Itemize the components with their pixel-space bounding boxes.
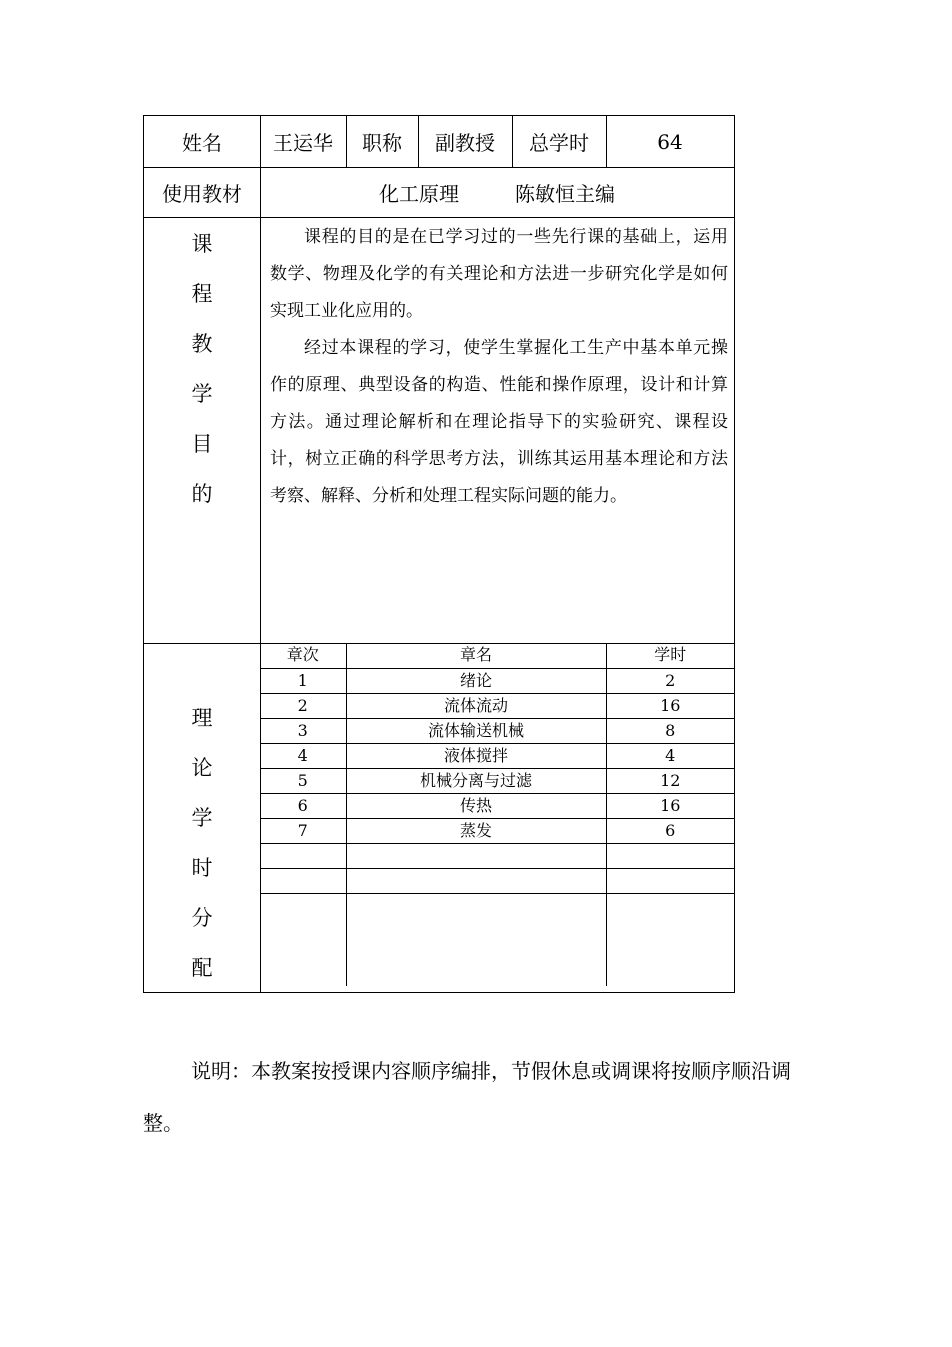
purpose-label-char: 教 — [191, 332, 213, 356]
column-divider — [512, 116, 513, 167]
textbook-name: 化工原理 — [379, 181, 459, 206]
chapter-hours: 4 — [606, 743, 734, 768]
schedule-label-char: 学 — [191, 806, 213, 830]
course-info-form — [143, 115, 735, 993]
chapter-name: 流体输送机械 — [346, 718, 606, 743]
purpose-label-char: 学 — [191, 382, 213, 406]
table-row — [260, 793, 734, 818]
chapter-number: 4 — [260, 743, 346, 768]
name-value: 王运华 — [273, 131, 333, 155]
table-row — [260, 718, 734, 743]
column-divider — [606, 116, 607, 167]
table-row — [260, 693, 734, 718]
chapter-hours — [606, 868, 734, 893]
chapter-name: 传热 — [346, 793, 606, 818]
row-divider — [144, 167, 734, 168]
schedule-label-char: 配 — [191, 956, 213, 980]
chapter-name — [346, 893, 606, 986]
chapter-number: 5 — [260, 768, 346, 793]
column-header-chapter-name: 章名 — [346, 643, 606, 668]
chapter-hours — [606, 893, 734, 986]
chapter-name: 机械分离与过滤 — [346, 768, 606, 793]
purpose-label-char: 的 — [191, 482, 213, 506]
hours-table — [260, 643, 734, 986]
column-header-hours: 学时 — [606, 643, 734, 668]
total-hours-label: 总学时 — [529, 131, 589, 155]
row-divider — [144, 217, 734, 218]
table-row — [260, 768, 734, 793]
purpose-label — [144, 232, 260, 532]
chapter-number: 6 — [260, 793, 346, 818]
table-row — [260, 743, 734, 768]
purpose-paragraph: 课程的目的是在已学习过的一些先行课的基础上，运用数学、物理及化学的有关理论和方法进一步研究化学是如何实现工业化应用的。 — [270, 227, 728, 321]
title-value: 副教授 — [435, 131, 495, 155]
textbook-label: 使用教材 — [162, 181, 242, 206]
column-divider — [418, 116, 419, 167]
title-label: 职称 — [362, 131, 402, 155]
chapter-name — [346, 868, 606, 893]
chapter-hours — [606, 843, 734, 868]
table-header-row — [260, 643, 734, 668]
schedule-label-char: 时 — [191, 856, 213, 880]
chapter-number — [260, 843, 346, 868]
chapter-name: 绪论 — [346, 668, 606, 693]
chapter-name: 液体搅拌 — [346, 743, 606, 768]
chapter-number: 2 — [260, 693, 346, 718]
purpose-label-char: 程 — [191, 282, 213, 306]
purpose-paragraph: 经过本课程的学习，使学生掌握化工生产中基本单元操作的原理、典型设备的构造、性能和操作原理，设计和计算方法。通过理论解析和在理论指导下的实验研究、课程设计，树立正确的科学思考方法，训练其运用基本理论和方法考察、解释、分析和处理工程实际问题的能力。 — [270, 338, 728, 506]
table-row-empty — [260, 843, 734, 868]
purpose-text — [270, 219, 728, 515]
chapter-number: 3 — [260, 718, 346, 743]
table-row — [260, 668, 734, 693]
chapter-number — [260, 893, 346, 986]
chapter-name — [346, 843, 606, 868]
chapter-hours: 16 — [606, 693, 734, 718]
purpose-label-char: 课 — [191, 232, 213, 256]
purpose-label-char: 目 — [191, 432, 213, 456]
chapter-hours: 2 — [606, 668, 734, 693]
note-text: 说明：本教案按授课内容顺序编排，节假休息或调课将按顺序顺沿调整。 — [143, 1059, 791, 1135]
table-row-empty — [260, 868, 734, 893]
total-hours-value: 64 — [657, 129, 683, 154]
table-row — [260, 818, 734, 843]
schedule-label-char: 分 — [191, 906, 213, 930]
chapter-hours: 12 — [606, 768, 734, 793]
column-divider — [346, 116, 347, 167]
column-divider — [260, 116, 261, 992]
textbook-editor: 陈敏恒主编 — [515, 181, 615, 206]
column-header-chapter: 章次 — [260, 643, 346, 668]
chapter-number: 7 — [260, 818, 346, 843]
table-row-empty — [260, 893, 734, 986]
chapter-name: 蒸发 — [346, 818, 606, 843]
chapter-hours: 16 — [606, 793, 734, 818]
chapter-hours: 8 — [606, 718, 734, 743]
schedule-label-char: 论 — [191, 756, 213, 780]
chapter-hours: 6 — [606, 818, 734, 843]
row-divider — [144, 643, 734, 644]
chapter-number — [260, 868, 346, 893]
name-label: 姓名 — [182, 131, 222, 155]
textbook-value — [260, 167, 734, 217]
schedule-label-char: 理 — [191, 706, 213, 730]
chapter-number: 1 — [260, 668, 346, 693]
chapter-name: 流体流动 — [346, 693, 606, 718]
schedule-label — [144, 706, 260, 1006]
